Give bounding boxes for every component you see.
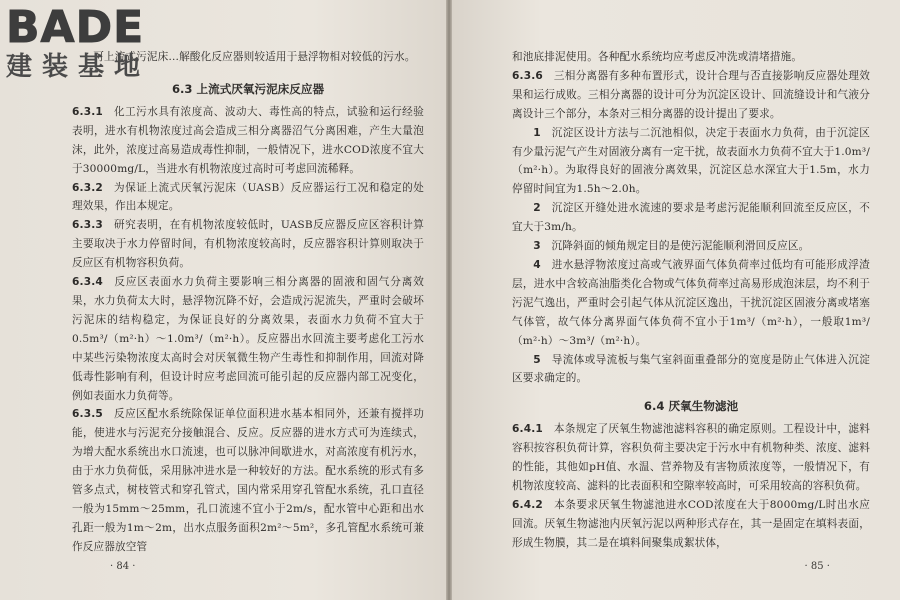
- item-number: 2: [533, 202, 541, 215]
- item-number: 1: [533, 126, 541, 139]
- clause-number: 6.3.2: [72, 181, 103, 194]
- clause-paragraph: [512, 420, 870, 496]
- item-text: 导流体或导流板与集气室斜面重叠部分的宽度是防止气体进入沉淀区要求确定的。: [512, 353, 870, 385]
- numbered-item: [512, 237, 870, 256]
- clause-text: 本条要求厌氧生物滤池进水COD浓度在大于8000mg/L时出水应回流。厌氧生物滤池内厌氧污泥以两种形式存在，其一是固定在填料表面，形成生物膜，其二是在填料间聚集成絮状体，: [512, 498, 870, 549]
- numbered-item: [512, 351, 870, 389]
- item-number: 5: [533, 353, 541, 366]
- clause-paragraph: [72, 216, 424, 273]
- item-text: 沉淀区开缝处进水流速的要求是考虑污泥能顺利回流至反应区，不宜大于3m/h。: [512, 202, 870, 234]
- item-text: 进水悬浮物浓度过高或气液界面气体负荷率过低均有可能形成浮渣层，进水中含较高油脂类化合物或气体负荷率过高易形成泡沫层，均不利于污泥气逸出，严重时会引起气体从沉淀区逸出，干扰沉淀区固液分离或堵塞气体管，故气体分离界面气体负荷不宜小于1m³/（m²·h），一般取1m³/（m²·h）～3m³/（m²·h）。: [512, 258, 870, 347]
- clause-number: 6.3.6: [512, 69, 543, 82]
- numbered-item: [512, 124, 870, 200]
- clause-number: 6.3.1: [72, 105, 103, 118]
- right-paragraph-list-b: [512, 420, 870, 552]
- item-number: 4: [533, 258, 541, 271]
- clause-number: 6.4.1: [512, 423, 543, 436]
- clause-paragraph: [72, 179, 424, 217]
- clause-number: 6.3.4: [72, 276, 103, 289]
- left-paragraph-list: [72, 103, 424, 557]
- section-title-6-4: 6.4 厌氧生物滤池: [643, 399, 739, 414]
- right-paragraph-list-a: [512, 67, 870, 124]
- clause-text: 化工污水具有浓度高、波动大、毒性高的特点，试验和运行经验表明，进水有机物浓度过高会造成三相分离器沼气分离困难，产生大量泡沫，此外，浓度过高易造成毒性抑制，一般情况下，进水COD浓度不宜大于30000mg/L，当进水有机物浓度过高时可考虑回流稀释。: [72, 105, 424, 175]
- clause-paragraph: [512, 67, 870, 124]
- left-page: [0, 0, 446, 600]
- page-number-left: · 84 ·: [110, 561, 136, 572]
- numbered-item: [512, 199, 870, 237]
- clause-text: 反应区表面水力负荷主要影响三相分离器的固液和固气分离效果，水力负荷太大时，悬浮物沉降不好，会造成污泥流失，严重时会破坏污泥床的结构稳定，为保证良好的分离效果，表面水力负荷不宜大于0.5m³/（m²·h）～1.0m³/（m²·h）。反应器出水回流主要考虑化工污水中某些污染物浓度太高时会对厌氧微生物产生毒性和抑制作用，回流对降低毒性影响有利，但设计时应考虑回流可能引起的反应器内部工况变化，例如表面水力负荷等。: [72, 276, 424, 402]
- section-title-6-3: 6.3 上流式厌氧污泥床反应器: [171, 81, 325, 96]
- clause-text: 为保证上流式厌氧污泥床（UASB）反应器运行工况和稳定的处理效果，作出本规定。: [72, 181, 424, 213]
- logo-brand: BADE: [6, 2, 145, 53]
- logo-subtitle: 建装基地: [6, 52, 151, 82]
- clause-paragraph: [72, 103, 424, 179]
- clause-number: 6.3.3: [72, 219, 103, 232]
- clause-text: 研究表明，在有机物浓度较低时，UASB反应器反应区容积计算主要取决于水力停留时间，有机物浓度较高时，反应器容积计算则取决于反应区有机物容积负荷。: [72, 219, 424, 270]
- clause-paragraph: [512, 496, 870, 553]
- item-text: 沉淀区设计方法与二沉池相似，决定于表面水力负荷，由于沉淀区有少量污泥气产生对固液分离有一定干扰，故表面水力负荷不宜大于1.0m³/（m²·h）。为取得良好的固液分离效果，沉淀区总水深宜大于1.5m，水力停留时间宜为1.5h～2.0h。: [512, 126, 870, 196]
- numbered-item: [512, 256, 870, 351]
- clause-number: 6.3.5: [72, 408, 103, 421]
- clause-text: 三相分离器有多种布置形式，设计合理与否直接影响反应器处理效果和运行成败。三相分离器的设计可分为沉淀区设计、回流缝设计和气液分离设计三个部分，本条对三相分离器的设计提出了要求。: [512, 69, 870, 120]
- clause-paragraph: [72, 273, 424, 405]
- left-intro-text: 可上流式污泥床…解酸化反应器则较适用于悬浮物相对较低的污水。: [93, 51, 416, 63]
- right-intro-text: 和池底排泥使用。各种配水系统均应考虑反冲洗或清堵措施。: [512, 51, 803, 63]
- clause-number: 6.4.2: [512, 498, 543, 511]
- item-text: 沉降斜面的倾角规定目的是使污泥能顺利滑回反应区。: [551, 240, 810, 253]
- page-number-right: · 85 ·: [804, 561, 830, 572]
- right-page: [452, 0, 900, 600]
- clause-text: 本条规定了厌氧生物滤池滤料容积的确定原则。工程设计中，滤料容积按容积负荷计算，容积负荷主要决定于污水中有机物种类、浓度、滤料的性能，其他如pH值、水温、营养物及有害物质浓度等，一般情况下，有机物浓度较高、滤料的比表面积和空隙率较高时，可采用较高的容积负荷。: [512, 423, 870, 493]
- clause-text: 反应区配水系统除保证单位面积进水基本相同外，还兼有搅拌功能，使进水与污泥充分接触混合、反应。反应器的进水方式可为连续式，为增大配水系统出水口流速，也可以脉冲间歇进水，对高浓度有机污水，由于水力负荷低，采用脉冲进水是一种较好的方法。配水系统的形式有多管多点式，树枝管式和穿孔管式，国内常采用穿孔管配水系统，孔口直径一般为15mm～25mm，孔口流速不宜小于2m/s，配水管中心距和出水孔距一般为1m～2m，出水点服务面积2m²～5m²，多孔管配水系统可兼作反应器放空管: [72, 408, 424, 553]
- item-number: 3: [533, 240, 541, 253]
- clause-paragraph: [72, 405, 424, 556]
- right-item-list: [512, 124, 870, 389]
- watermark-logo: [6, 2, 176, 82]
